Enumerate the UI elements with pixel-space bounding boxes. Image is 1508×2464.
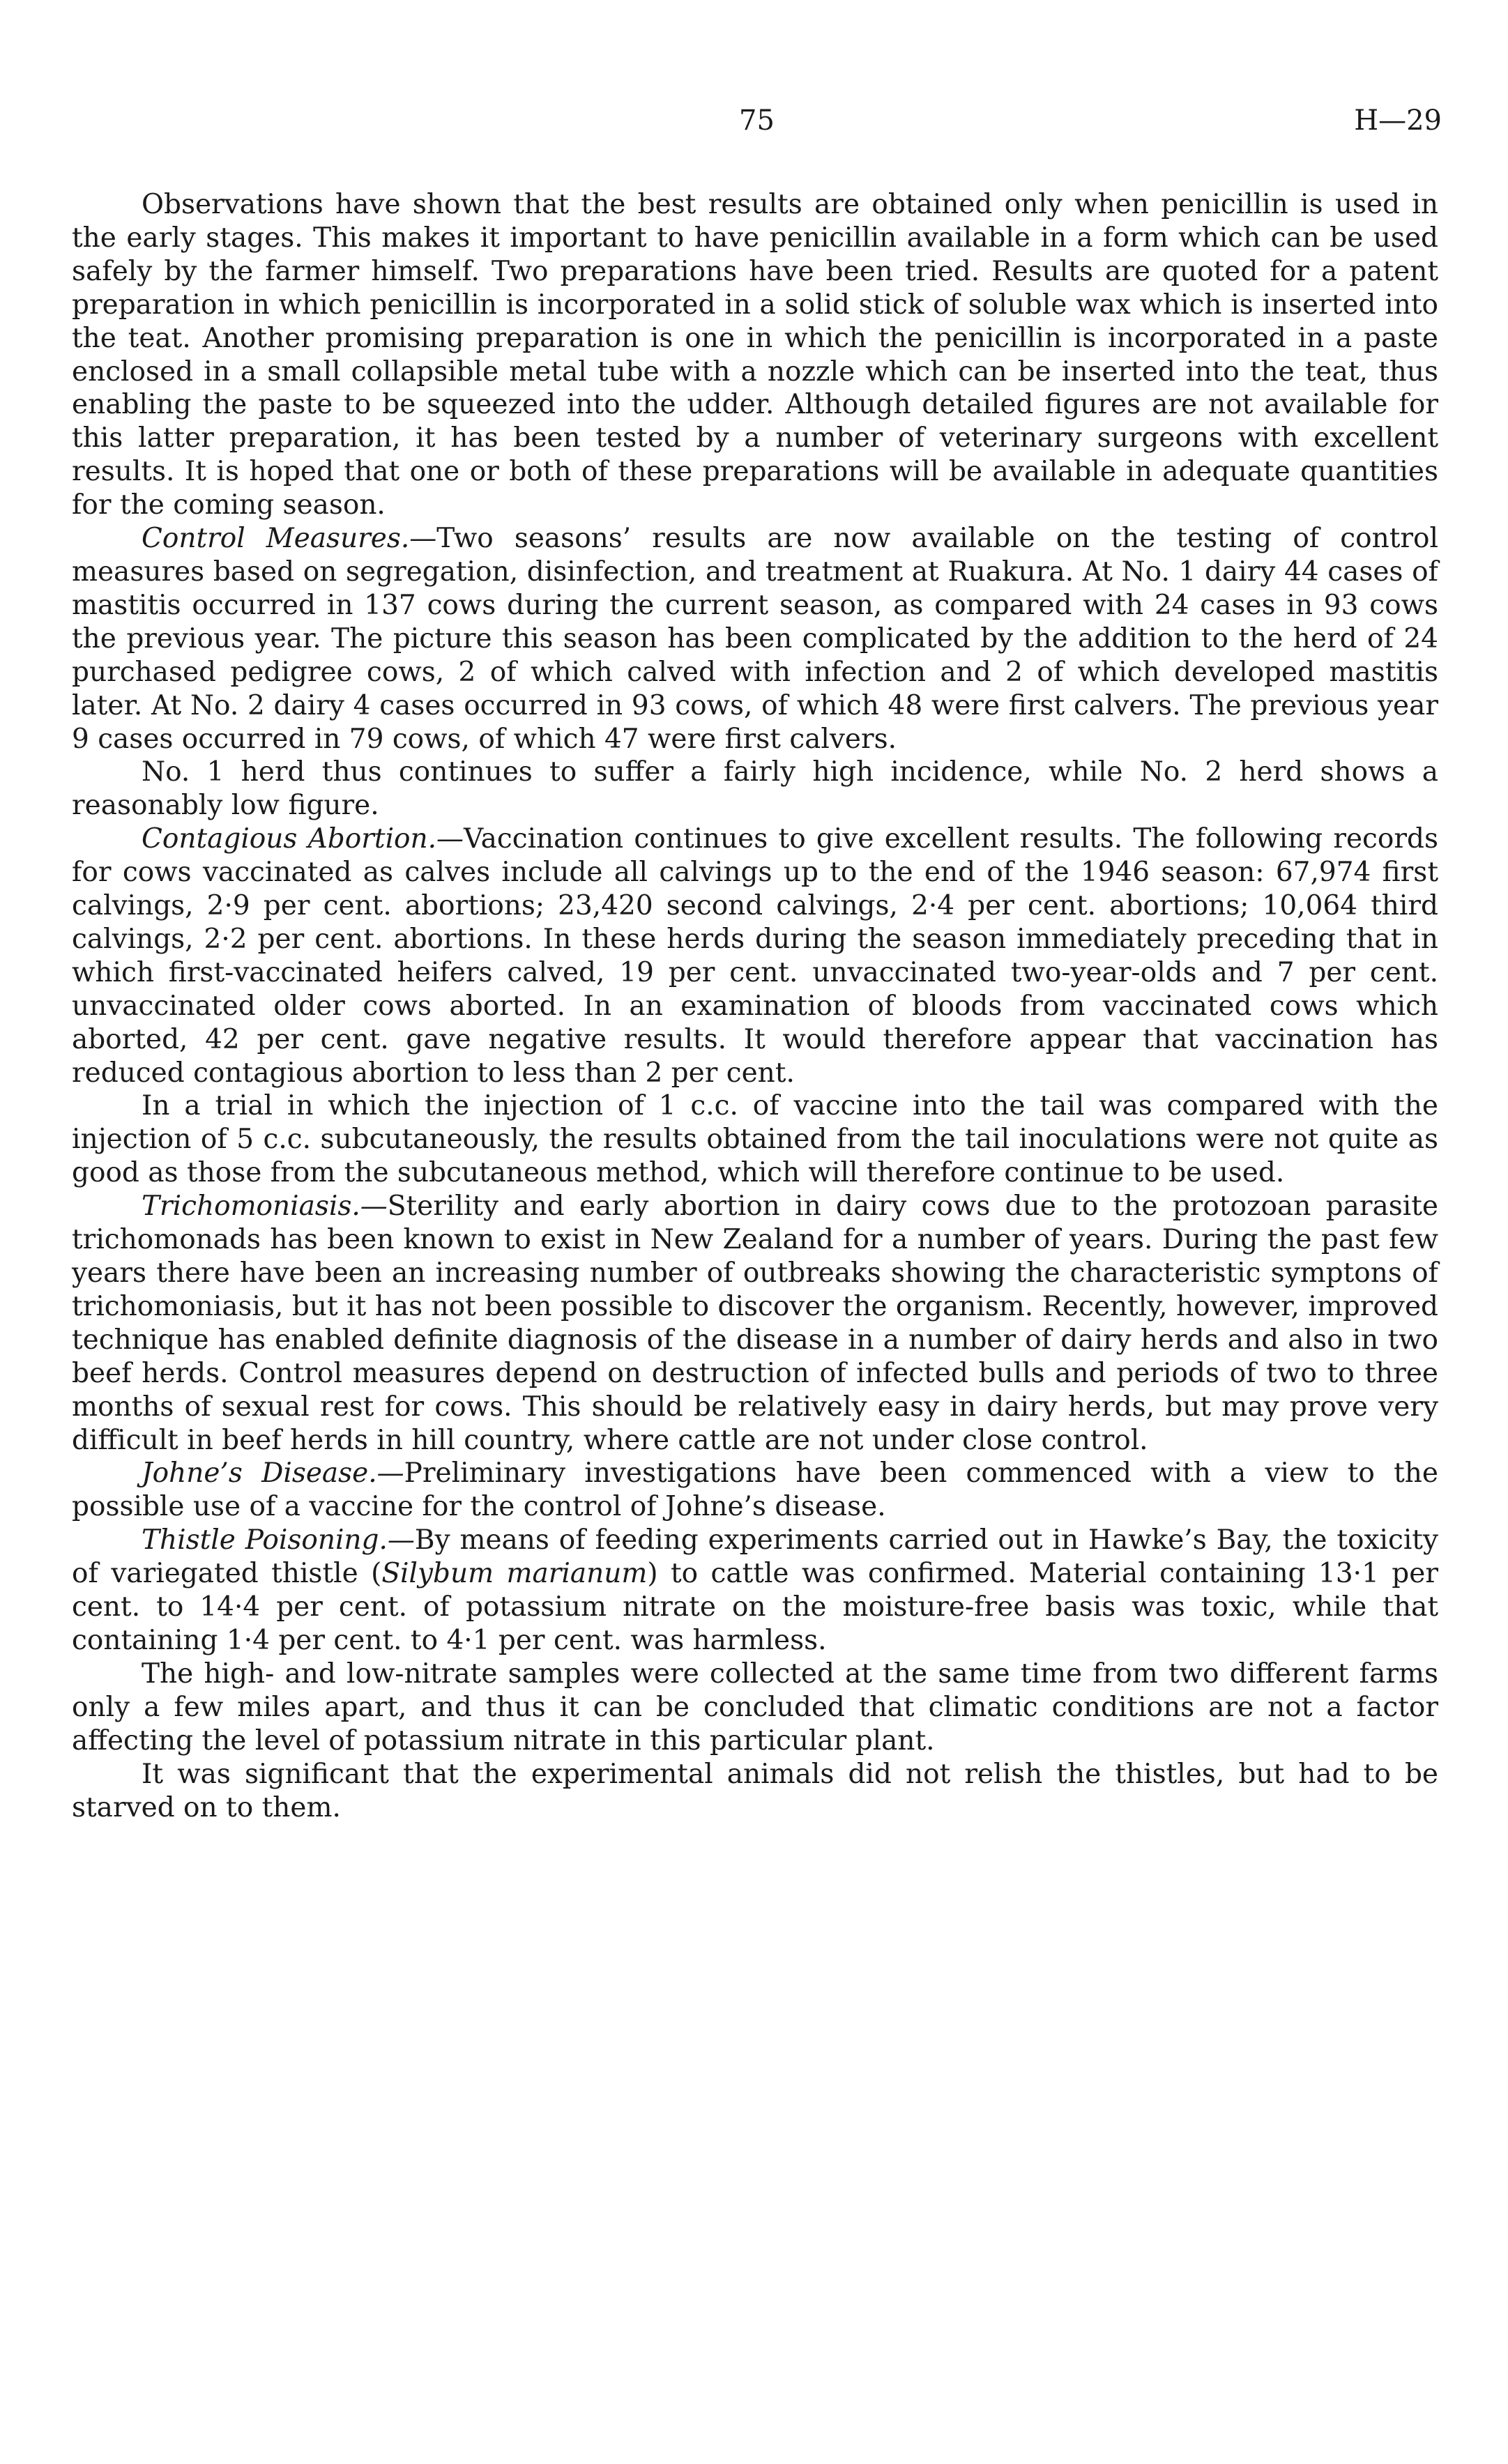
page-number: 75 (739, 105, 775, 137)
paragraph-thistle-poisoning: Thistle Poisoning.—By means of feeding experiments carried out in Hawke’s Bay, the toxicity of variegated thistle (Silybum marianum) to cattle was confirmed. Material containing 13·1 per cent. to 14·4 per cent. of potassium nitrate on the moisture-free basis was toxic, while that containing 1·4 per cent. to 4·1 per cent. was harmless. (72, 1524, 1438, 1656)
page-header (0, 105, 1508, 146)
species-name: Silybum marianum (381, 1558, 648, 1590)
paragraph-control-measures: Control Measures.—Two seasons’ results are now available on the testing of control measures based on segregation, disinfection, and treatment at Ruakura. At No. 1 dairy 44 cases of mastitis occurred in 137 cows during the current season, as compared with 24 cases in 93 cows the previous year. The picture this season has been complicated by the addition to the herd of 24 purchased pedigree cows, 2 of which calved with infection and 2 of which developed mastitis later. At No. 2 dairy 4 cases occurred in 93 cows, of which 48 were first calvers. The previous year 9 cases occurred in 79 cows, of which 47 were first calvers. (72, 523, 1438, 755)
paragraph-herd-incidence: No. 1 herd thus continues to suffer a fairly high incidence, while No. 2 herd shows a reasonably low figure. (72, 756, 1438, 822)
section-heading: Thistle Poisoning.— (142, 1524, 415, 1556)
body-text (72, 188, 1438, 1824)
paragraph-nitrate-samples: The high- and low-nitrate samples were collected at the same time from two different farms only a few miles apart, and thus it can be concluded that climatic conditions are not a factor affecting the level of potassium nitrate in this particular plant. (72, 1658, 1438, 1757)
section-heading: Contagious Abortion.— (142, 823, 464, 855)
paragraph-penicillin: Observations have shown that the best results are obtained only when penicillin is used in the early stages. This makes it important to have penicillin available in a form which can be used safely by the farmer himself. Two preparations have been tried. Results are quoted for a patent preparation in which penicillin is incorporated in a solid stick of soluble wax which is inserted into the teat. Another promising preparation is one in which the penicillin is incorporated in a paste enclosed in a small collapsible metal tube with a nozzle which can be inserted into the teat, thus enabling the paste to be squeezed into the udder. Although detailed figures are not available for this latter preparation, it has been tested by a number of veterinary surgeons with excellent results. It is hoped that one or both of these preparations will be available in adequate quantities for the coming season. (72, 189, 1438, 521)
document-reference: H—29 (1354, 105, 1442, 137)
paragraph-johnes-disease: Johne’s Disease.—Preliminary investigations have been commenced with a view to the possible use of a vaccine for the control of Johne’s disease. (72, 1457, 1438, 1523)
section-heading: Trichomoniasis.— (142, 1191, 388, 1223)
section-heading: Johne’s Disease.— (142, 1457, 404, 1490)
paragraph-contagious-abortion: Contagious Abortion.—Vaccination continues to give excellent results. The following records for cows vaccinated as calves include all calvings up to the end of the 1946 season: 67,974 first calvings, 2·9 per cent. abortions; 23,420 second calvings, 2·4 per cent. abortions; 10,064 third calvings, 2·2 per cent. abortions. In these herds during the season immediately preceding that in which first-vaccinated heifers calved, 19 per cent. unvaccinated two-year-olds and 7 per cent. unvaccinated older cows aborted. In an examination of bloods from vaccinated cows which aborted, 42 per cent. gave negative results. It would therefore appear that vaccination has reduced contagious abortion to less than 2 per cent. (72, 823, 1438, 1089)
paragraph-tail-injection-trial: In a trial in which the injection of 1 c.c. of vaccine into the tail was compared with the injection of 5 c.c. subcutaneously, the results obtained from the tail inoculations were not quite as good as those from the subcutaneous method, which will therefore continue to be used. (72, 1090, 1438, 1189)
paragraph-thistle-relish: It was significant that the experimental animals did not relish the thistles, but had to be starved on to them. (72, 1758, 1438, 1823)
paragraph-trichomoniasis: Trichomoniasis.—Sterility and early abortion in dairy cows due to the protozoan parasite trichomonads has been known to exist in New Zealand for a number of years. During the past few years there have been an increasing number of outbreaks showing the characteristic symptons of trichomoniasis, but it has not been possible to discover the organism. Recently, however, improved technique has enabled definite diagnosis of the disease in a number of dairy herds and also in two beef herds. Control measures depend on destruction of infected bulls and periods of two to three months of sexual rest for cows. This should be relatively easy in dairy herds, but may prove very difficult in beef herds in hill country, where cattle are not under close control. (72, 1191, 1438, 1456)
section-heading: Control Measures.— (142, 523, 437, 555)
